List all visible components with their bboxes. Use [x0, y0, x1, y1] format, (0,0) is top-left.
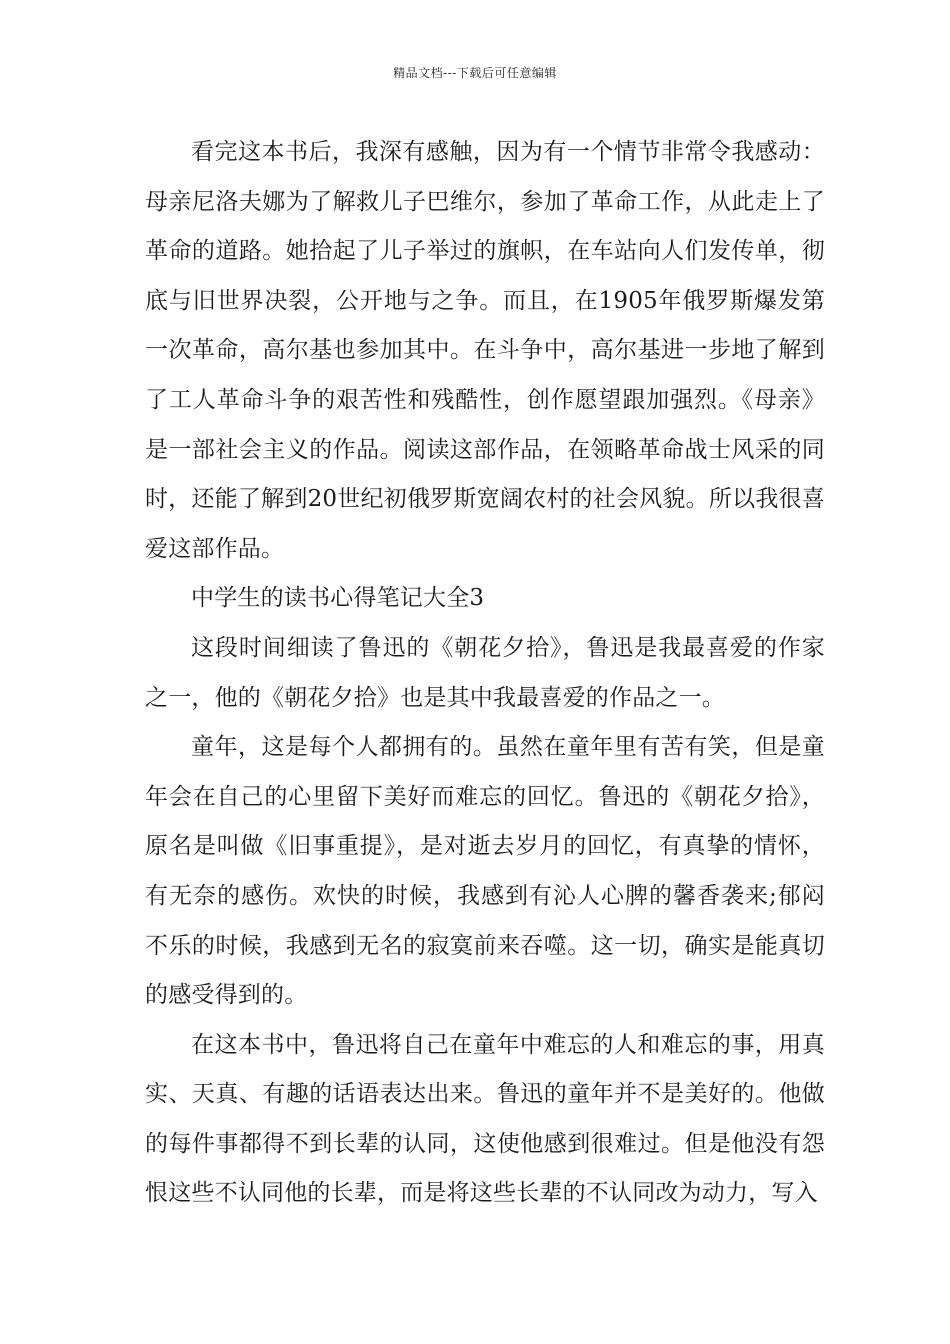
paragraph-3: 童年，这是每个人都拥有的。虽然在童年里有苦有笑，但是童年会在自己的心里留下美好而难忘的回忆。鲁迅的《朝花夕拾》，原名是叫做《旧事重提》，是对逝去岁月的回忆，有真挚的情怀，有无奈的感伤。欢快的时候，我感到有沁人心脾的馨香袭来;郁闷不乐的时候，我感到无名的寂寞前来吞噬。这一切，确实是能真切的感受得到的。 — [145, 734, 825, 1009]
paragraph-4: 在这本书中，鲁迅将自己在童年中难忘的人和难忘的事，用真实、天真、有趣的话语表达出来。鲁迅的童年并不是美好的。他做的每件事都得不到长辈的认同，这使他感到很难过。但是他没有怨恨这些不认同他的长辈，而是将这些长辈的不认同改为动力，写入 — [145, 1031, 825, 1207]
page-header: 精品文档---下载后可任意编辑 — [393, 66, 557, 80]
document-body — [145, 128, 825, 1219]
paragraph-2: 这段时间细读了鲁迅的《朝花夕拾》，鲁迅是我最喜爱的作家之一，他的《朝花夕拾》也是其中我最喜爱的作品之一。 — [145, 634, 825, 711]
section-heading: 中学生的读书心得笔记大全3 — [191, 585, 485, 612]
paragraph-1: 看完这本书后，我深有感触，因为有一个情节非常令我感动：母亲尼洛夫娜为了解救儿子巴维尔，参加了革命工作，从此走上了革命的道路。她拾起了儿子举过的旗帜，在车站向人们发传单，彻底与旧世界决裂，公开地与之争。而且，在1905年俄罗斯爆发第一次革命，高尔基也参加其中。在斗争中，高尔基进一步地了解到了工人革命斗争的艰苦性和残酷性，创作愿望跟加强烈。《母亲》是一部社会主义的作品。阅读这部作品，在领略革命战士风采的同时，还能了解到20世纪初俄罗斯宽阔农村的社会风貌。所以我很喜爱这部作品。 — [145, 139, 825, 562]
